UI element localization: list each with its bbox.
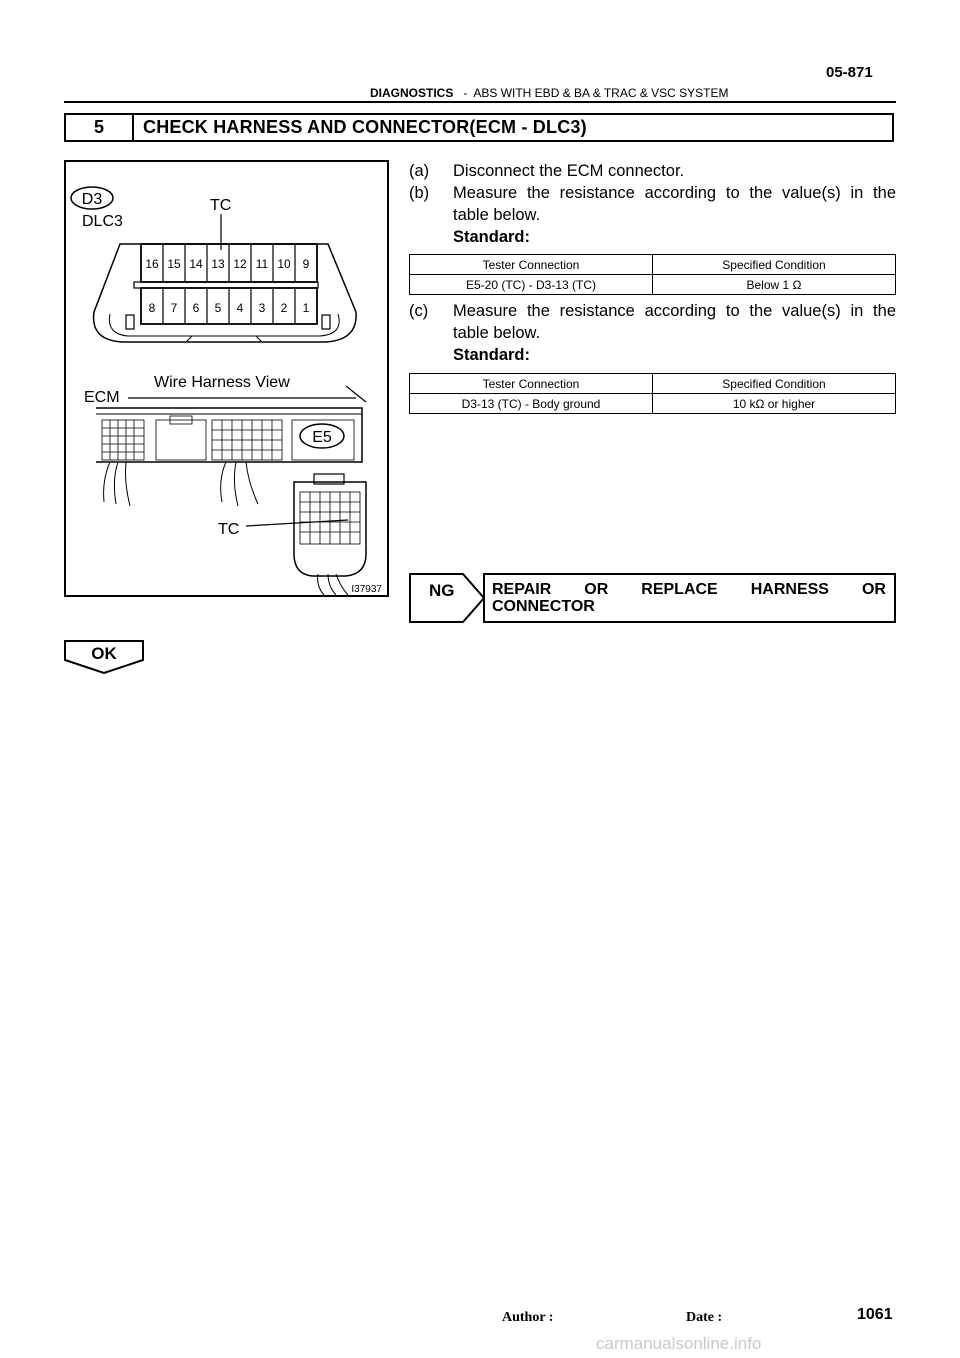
tc-bottom-leader	[246, 520, 348, 526]
connector-figure	[64, 160, 389, 597]
ng-action-line2: CONNECTOR	[492, 598, 595, 615]
pin-11: 11	[255, 257, 269, 271]
table-cell: D3-13 (TC) - Body ground	[410, 394, 653, 414]
pin-9: 9	[302, 257, 310, 271]
wire-harness-view-label: Wire Harness View	[154, 374, 290, 391]
table-header: Tester Connection	[410, 374, 653, 394]
figure-id: I37937	[351, 584, 382, 595]
pin-16: 16	[145, 257, 159, 271]
table-header: Specified Condition	[653, 374, 896, 394]
dlc3-right-tab	[322, 315, 330, 329]
ng-word: HARNESS	[750, 581, 829, 598]
ng-word: REPAIR	[492, 581, 552, 598]
table-cell: E5-20 (TC) - D3-13 (TC)	[410, 275, 653, 295]
pin-10: 10	[277, 257, 291, 271]
dlc3-left-tab	[126, 315, 134, 329]
upper-pin-labels	[145, 257, 309, 271]
instruction-c-text: Measure the resistance according to the value(s) in the	[453, 302, 896, 320]
table-cell: 10 kΩ or higher	[653, 394, 896, 414]
e5-pin-grid	[300, 492, 360, 544]
dlc3-label: DLC3	[82, 213, 123, 230]
pin-5: 5	[214, 301, 222, 315]
ng-word: OR	[584, 581, 609, 598]
ng-word: REPLACE	[641, 581, 718, 598]
pin-dividers	[163, 244, 295, 324]
spec-table-2	[409, 373, 896, 414]
step-number: 5	[66, 115, 134, 140]
standard-label-1: Standard:	[453, 228, 531, 246]
page-code: 05-871	[826, 64, 873, 81]
table-header-row	[410, 374, 896, 394]
table-header-row	[410, 255, 896, 275]
footer-page-number: 1061	[857, 1306, 893, 1323]
pin-2: 2	[280, 301, 288, 315]
spec-table-1	[409, 254, 896, 295]
tc-top-label: TC	[210, 197, 232, 214]
instruction-c-label: (c)	[409, 302, 429, 320]
ecm-label: ECM	[84, 389, 120, 406]
instruction-c	[409, 300, 896, 366]
ng-action-box	[483, 573, 896, 623]
pin-1: 1	[302, 301, 310, 315]
watermark: carmanualsonline.info	[596, 1334, 762, 1353]
pin-3: 3	[258, 301, 266, 315]
table-row	[410, 394, 896, 414]
table-header: Specified Condition	[653, 255, 896, 275]
pin-6: 6	[192, 301, 200, 315]
pin-13: 13	[211, 257, 225, 271]
step-header	[64, 113, 894, 142]
instruction-c-text-cont: table below.	[453, 324, 541, 342]
table-row	[410, 275, 896, 295]
instruction-a	[409, 160, 684, 182]
pin-4: 4	[236, 301, 244, 315]
pin-15: 15	[167, 257, 181, 271]
table-header: Tester Connection	[410, 255, 653, 275]
header-rule	[64, 101, 896, 103]
ok-label: OK	[91, 644, 117, 663]
tc-bottom-label: TC	[218, 521, 240, 538]
d3-label: D3	[81, 191, 103, 208]
instruction-a-text: Disconnect the ECM connector.	[453, 162, 685, 180]
pin-12: 12	[233, 257, 247, 271]
ok-arrow	[64, 640, 144, 674]
section-header	[370, 86, 729, 100]
ng-action-line1	[492, 581, 886, 598]
instruction-b-text: Measure the resistance according to the value(s) in the	[453, 184, 896, 202]
dlc3-latch	[186, 336, 262, 342]
instruction-b-label: (b)	[409, 184, 430, 202]
ng-arrow	[409, 573, 485, 623]
category-label: DIAGNOSTICS	[370, 86, 454, 100]
footer-author: Author :	[502, 1310, 554, 1325]
footer-date: Date :	[686, 1310, 723, 1325]
instruction-b-text-cont: table below.	[453, 206, 541, 224]
standard-label-2: Standard:	[453, 346, 531, 364]
ng-word: OR	[861, 581, 886, 598]
instruction-b	[409, 182, 896, 248]
connector-diagram	[66, 162, 387, 595]
ng-label: NG	[429, 581, 455, 600]
e5-label: E5	[312, 429, 332, 446]
instruction-a-label: (a)	[409, 162, 430, 180]
pin-14: 14	[189, 257, 203, 271]
ecm-leader-angle	[346, 386, 366, 402]
pin-8: 8	[148, 301, 156, 315]
pin-7: 7	[170, 301, 178, 315]
system-label: ABS WITH EBD & BA & TRAC & VSC SYSTEM	[473, 86, 729, 100]
header-separator: -	[463, 86, 468, 100]
step-title: CHECK HARNESS AND CONNECTOR(ECM - DLC3)	[143, 117, 587, 137]
table-cell: Below 1 Ω	[653, 275, 896, 295]
dlc3-inner-rim	[109, 314, 339, 336]
